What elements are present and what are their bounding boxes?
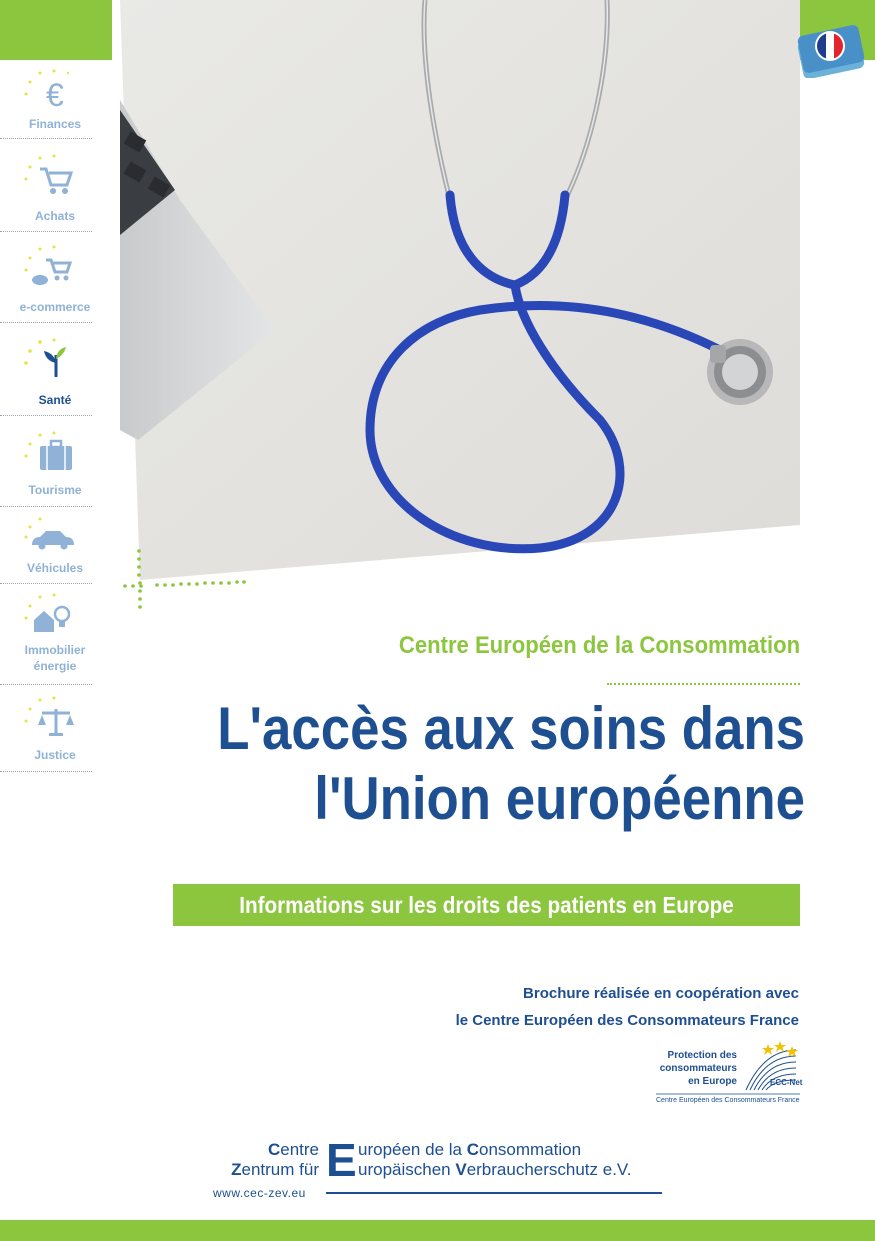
house-bulb-icon bbox=[22, 592, 76, 636]
cec-word-entrum: entrum für bbox=[241, 1160, 319, 1179]
cec-logo-line2-left bbox=[231, 1160, 319, 1180]
sidebar-item-sante[interactable] bbox=[0, 323, 92, 416]
cec-l1-b: C bbox=[466, 1140, 479, 1159]
sidebar-item-label: e-commerce bbox=[19, 300, 91, 314]
sidebar-item-achats[interactable] bbox=[0, 139, 92, 232]
cec-letter-c: C bbox=[267, 1140, 281, 1159]
sidebar-item-label: Santé bbox=[38, 393, 72, 407]
cec-logo-line1-right bbox=[358, 1140, 581, 1160]
sidebar-item-label: Achats bbox=[34, 209, 75, 223]
sidebar-item-label: Tourisme bbox=[28, 483, 82, 497]
stethoscope-photo bbox=[120, 0, 800, 580]
main-title bbox=[189, 694, 805, 834]
cec-logo-rule bbox=[326, 1192, 662, 1194]
cec-letter-z: Z bbox=[231, 1160, 242, 1179]
ecc-net-badge: ECC-Net bbox=[770, 1078, 803, 1087]
svg-text:€: € bbox=[46, 77, 64, 112]
french-flag-badge bbox=[796, 24, 866, 78]
cec-word-entre: entre bbox=[280, 1140, 319, 1159]
ecc-line1: Protection des bbox=[667, 1050, 737, 1061]
cec-l1-c: onsommation bbox=[478, 1140, 582, 1159]
sidebar-item-label: Finances bbox=[28, 117, 82, 131]
brochure-line1: Brochure réalisée en coopération avec bbox=[523, 985, 799, 1002]
decorative-dots-vertical bbox=[135, 548, 145, 610]
cec-logo-line1-left bbox=[268, 1140, 319, 1160]
scales-icon bbox=[22, 695, 76, 739]
mouse-cart-icon bbox=[22, 244, 76, 288]
ecc-line3: en Europe bbox=[688, 1076, 737, 1087]
shopping-cart-icon bbox=[22, 153, 76, 197]
sidebar-item-vehicules[interactable] bbox=[0, 507, 92, 584]
cec-logo-big-e: E bbox=[326, 1134, 357, 1186]
main-title-line2: l'Union européenne bbox=[314, 765, 805, 832]
sidebar-item-immobilier[interactable] bbox=[0, 584, 92, 685]
subtitle: Informations sur les droits des patients en Europe bbox=[239, 892, 734, 918]
sidebar-item-tourisme[interactable] bbox=[0, 416, 92, 507]
car-icon bbox=[22, 511, 76, 555]
organization-title: Centre Européen de la Consommation bbox=[398, 632, 800, 659]
subtitle-band bbox=[173, 884, 800, 926]
sidebar-item-label bbox=[0, 642, 110, 674]
sidebar-item-finances[interactable] bbox=[0, 60, 92, 139]
cec-website[interactable]: www.cec-zev.eu bbox=[213, 1186, 306, 1200]
ecc-footer-text: Centre Européen des Consommateurs France bbox=[656, 1097, 800, 1104]
cec-l1-a: uropéen de la bbox=[358, 1140, 467, 1159]
cec-l2-c: erbraucherschutz e.V. bbox=[466, 1160, 632, 1179]
suitcase-icon bbox=[22, 430, 76, 474]
ecc-line2: consommateurs bbox=[659, 1063, 737, 1074]
sidebar-item-label-line1: Immobilier bbox=[24, 643, 86, 657]
euro-icon bbox=[22, 68, 76, 112]
sidebar-item-justice[interactable] bbox=[0, 685, 92, 772]
brochure-line2: le Centre Européen des Consommateurs France bbox=[455, 1012, 799, 1029]
brochure-credit bbox=[456, 980, 799, 1034]
bottom-green-bar bbox=[0, 1220, 875, 1241]
sidebar-item-label: Véhicules bbox=[26, 561, 84, 575]
top-green-bar-left bbox=[0, 0, 112, 60]
cec-l2-b: V bbox=[455, 1160, 467, 1179]
cec-logo-line2-right bbox=[358, 1160, 631, 1180]
plant-icon bbox=[22, 337, 76, 381]
cec-l2-a: uropäischen bbox=[358, 1160, 456, 1179]
sidebar-item-ecommerce[interactable] bbox=[0, 232, 92, 323]
sidebar-item-label-line2: énergie bbox=[33, 659, 77, 673]
sidebar-item-label: Justice bbox=[34, 748, 76, 762]
main-title-line1: L'accès aux soins dans bbox=[217, 695, 805, 762]
title-dotted-divider bbox=[607, 683, 800, 685]
ecc-logo-text bbox=[660, 1049, 737, 1088]
